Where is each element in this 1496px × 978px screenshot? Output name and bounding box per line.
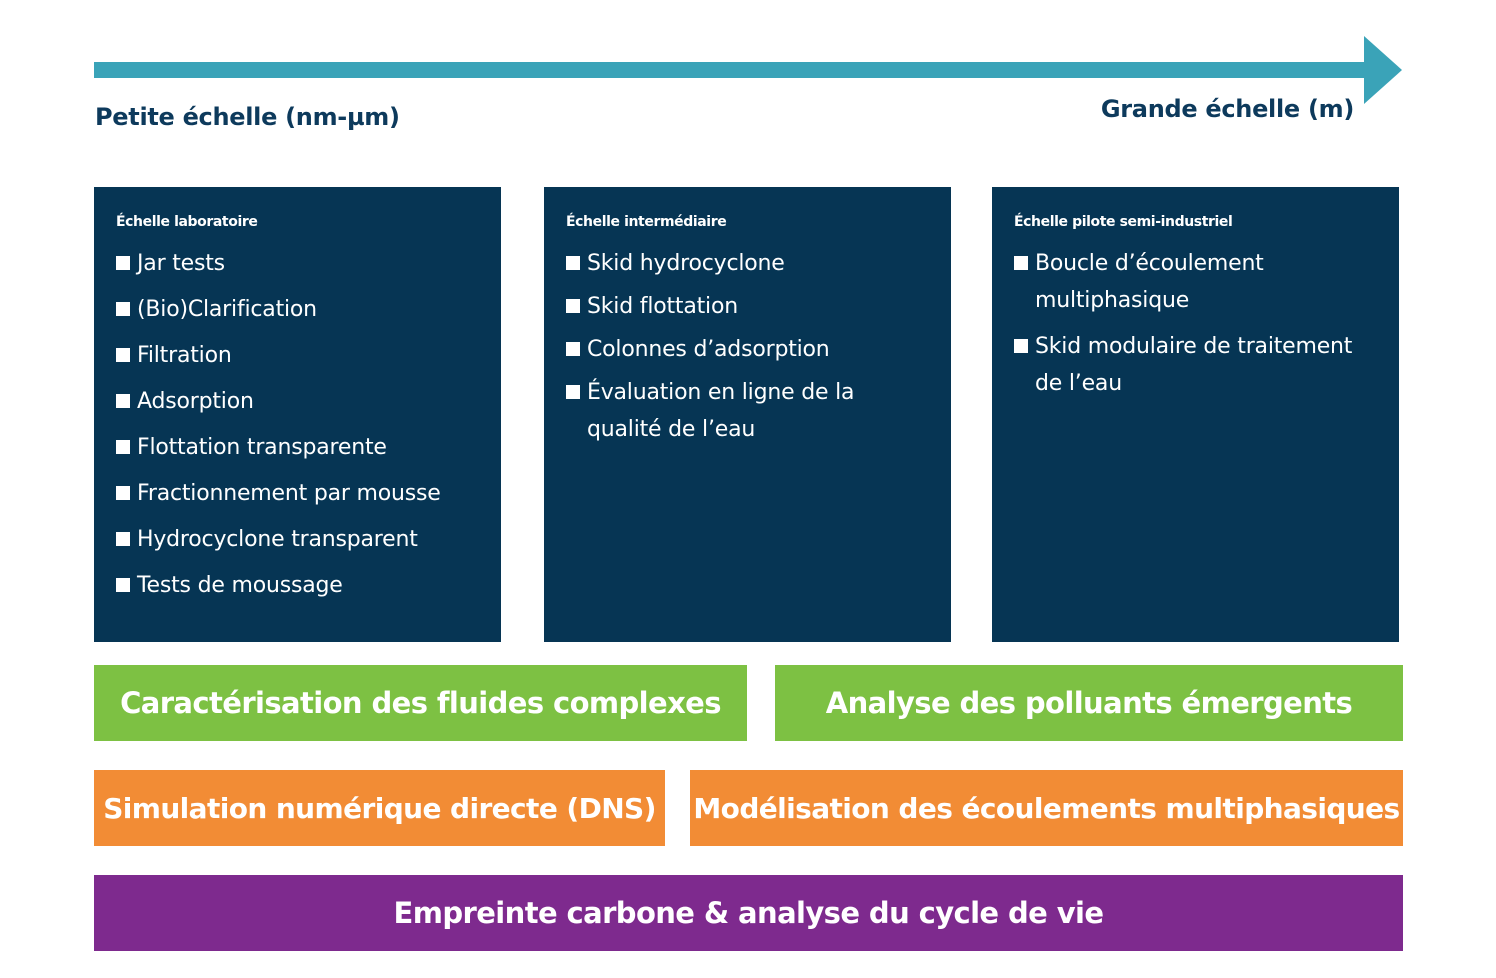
square-bullet-icon (116, 532, 130, 546)
list-item (116, 521, 501, 558)
item-label: Évaluation en ligne de la qualité de l’eau (587, 380, 855, 442)
carbon-footprint-bar (94, 875, 1403, 951)
list-item (566, 245, 951, 282)
item-label: Fractionnement par mousse (137, 481, 441, 506)
square-bullet-icon (566, 299, 580, 313)
intermediate-scale-box (544, 187, 951, 642)
item-label: Filtration (137, 343, 232, 368)
square-bullet-icon (566, 256, 580, 270)
item-label: Colonnes d’adsorption (587, 337, 830, 362)
item-label: Jar tests (137, 251, 225, 276)
square-bullet-icon (566, 342, 580, 356)
box-title: Échelle pilote semi-industriel (1014, 214, 1233, 230)
list-item (566, 331, 951, 368)
square-bullet-icon (116, 440, 130, 454)
list-item (116, 337, 501, 374)
square-bullet-icon (116, 486, 130, 500)
item-list (566, 245, 951, 448)
list-item (116, 291, 501, 328)
list-item (1014, 328, 1385, 402)
square-bullet-icon (1014, 256, 1028, 270)
item-list (116, 245, 501, 604)
bar-label: Modélisation des écoulements multiphasiques (693, 791, 1400, 825)
bar-label: Caractérisation des fluides complexes (120, 686, 721, 720)
bar-label: Empreinte carbone & analyse du cycle de vie (393, 896, 1104, 930)
dns-simulation-bar (94, 770, 665, 846)
multiphase-modeling-bar (690, 770, 1403, 846)
bar-label: Analyse des polluants émergents (825, 686, 1353, 720)
box-title: Échelle laboratoire (116, 214, 258, 230)
list-item (116, 383, 501, 420)
item-label: Skid modulaire de traitement de l’eau (1035, 334, 1353, 396)
square-bullet-icon (116, 302, 130, 316)
laboratory-scale-box (94, 187, 501, 642)
square-bullet-icon (116, 348, 130, 362)
large-scale-label: Grande échelle (m) (1100, 95, 1354, 123)
list-item (116, 429, 501, 466)
item-label: Hydrocyclone transparent (137, 527, 418, 552)
emerging-pollutants-bar (775, 665, 1403, 741)
item-label: (Bio)Clarification (137, 297, 317, 322)
list-item (116, 475, 501, 512)
item-label: Boucle d’écoulement multiphasique (1035, 251, 1264, 313)
square-bullet-icon (566, 385, 580, 399)
list-item (116, 245, 501, 282)
square-bullet-icon (116, 394, 130, 408)
item-label: Flottation transparente (137, 435, 387, 460)
list-item (1014, 245, 1315, 319)
square-bullet-icon (116, 578, 130, 592)
square-bullet-icon (116, 256, 130, 270)
item-label: Skid hydrocyclone (587, 251, 785, 276)
bar-label: Simulation numérique directe (DNS) (103, 791, 656, 825)
list-item (566, 374, 887, 448)
item-label: Tests de moussage (137, 573, 343, 598)
list-item (566, 288, 951, 325)
box-title: Échelle intermédiaire (566, 214, 727, 230)
item-label: Skid flottation (587, 294, 738, 319)
list-item (116, 567, 501, 604)
small-scale-label: Petite échelle (nm-µm) (95, 103, 400, 131)
square-bullet-icon (1014, 339, 1028, 353)
complex-fluids-bar (94, 665, 747, 741)
item-label: Adsorption (137, 389, 254, 414)
pilot-scale-box (992, 187, 1399, 642)
item-list (1014, 245, 1399, 402)
